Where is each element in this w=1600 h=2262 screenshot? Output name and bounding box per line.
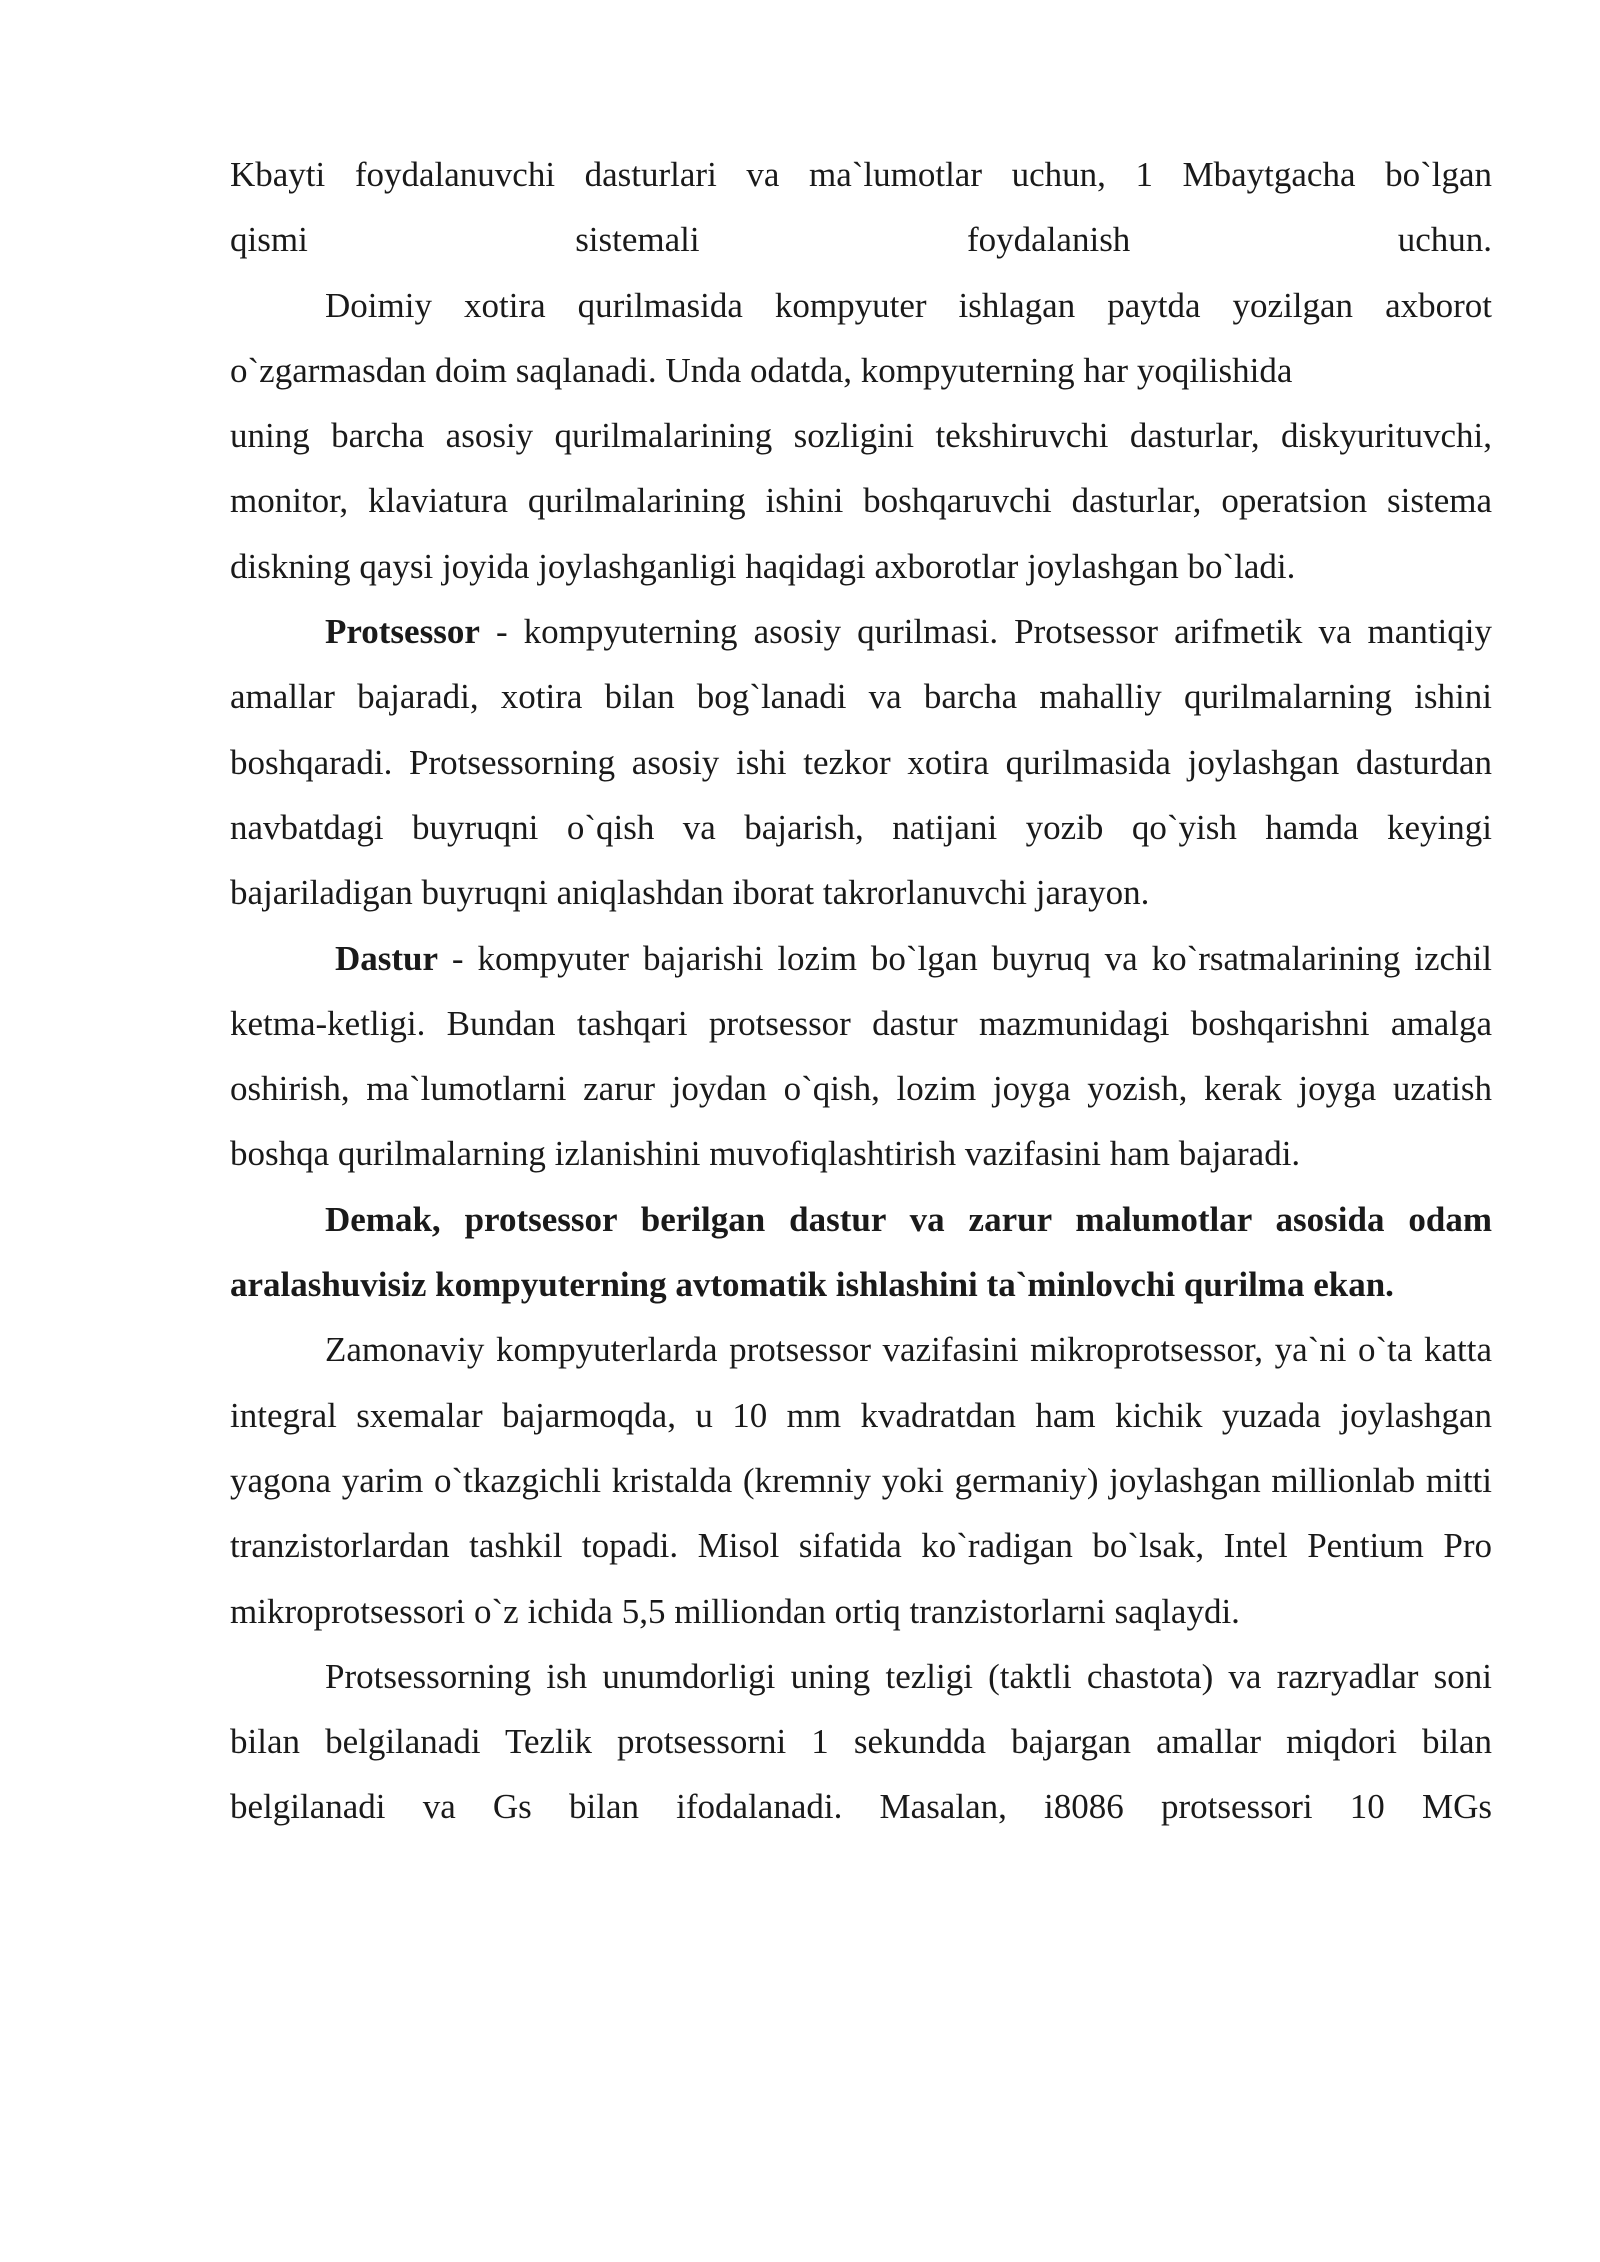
- document-page: [230, 142, 1492, 1840]
- conclusion-paragraph: Demak, protsessor berilgan dastur va zarur malumotlar asosida odam aralashuvisiz kompyuterning avtomatik ishlashini ta`minlovchi qurilma ekan.: [230, 1199, 1492, 1305]
- performance-paragraph: Protsessorning ish unumdorligi uning tezligi (taktli chastota) va razryadlar soni bilan belgilanadi Tezlik protsessorni 1 sekundda bajargan amallar miqdori bilan belgilanadi va Gs bilan ifodalanadi. Masalan, i8086 protsessori 10 MGs: [230, 1656, 1492, 1827]
- continuation-line-2: [230, 207, 1492, 272]
- processor-term: Protsessor: [325, 612, 480, 652]
- continuation-word: sistemali: [575, 220, 700, 260]
- continuation-word: qismi: [230, 220, 308, 260]
- program-paragraph: [230, 926, 1492, 1187]
- continuation-word: uchun.: [1397, 220, 1492, 260]
- processor-definition: - kompyuterning asosiy qurilmasi. Protsessor arifmetik va mantiqiy amallar bajaradi, xotira bilan bog`lanadi va barcha mahalliy qurilmalarning ishini boshqaradi. Protsessorning asosiy ishi tezkor xotira qurilmasida joylashgan dasturdan navbatdagi buyruqni o`qish va bajarish, natijani yozib qo`yish hamda keyingi bajariladigan buyruqni aniqlashdan iborat takrorlanuvchi jarayon.: [230, 612, 1492, 913]
- continuation-line-1: Kbayti foydalanuvchi dasturlari va ma`lumotlar uchun, 1 Mbaytgacha bo`lgan: [230, 155, 1492, 194]
- continuation-word: foydalanish: [967, 220, 1131, 260]
- program-term: Dastur: [335, 938, 439, 978]
- rom-paragraph-part1: Doimiy xotira qurilmasida kompyuter ishlagan paytda yozilgan axborot o`zgarmasdan doim saqlanadi. Unda odatda, kompyuterning har yoqilishida: [230, 285, 1492, 390]
- processor-paragraph: [230, 599, 1492, 925]
- microprocessor-paragraph: Zamonaviy kompyuterlarda protsessor vazifasini mikroprotsessor, ya`ni o`ta katta integral sxemalar bajarmoqda, u 10 mm kvadratdan ham kichik yuzada joylashgan yagona yarim o`tkazgichli kristalda (kremniy yoki germaniy) joylashgan millionlab mitti tranzistorlardan tashkil topadi. Misol sifatida ko`radigan bo`lsak, Intel Pentium Pro mikroprotsessori o`z ichida 5,5 milliondan ortiq tranzistorlarni saqlaydi.: [230, 1330, 1492, 1631]
- rom-paragraph-part2: uning barcha asosiy qurilmalarining sozligini tekshiruvchi dasturlar, diskyurituvchi, monitor, klaviatura qurilmalarining ishini boshqaruvchi dasturlar, operatsion sistema diskning qaysi joyida joylashganligi haqidagi axborotlar joylashgan bo`ladi.: [230, 416, 1492, 586]
- program-definition: - kompyuter bajarishi lozim bo`lgan buyruq va ko`rsatmalarining izchil ketma-ketligi. Bundan tashqari protsessor dastur mazmunidagi boshqarishni amalga oshirish, ma`lumotlarni zarur joydan o`qish, lozim joyga yozish, kerak joyga uzatish boshqa qurilmalarning izlanishini muvofiqlashtirish vazifasini ham bajaradi.: [230, 938, 1492, 1174]
